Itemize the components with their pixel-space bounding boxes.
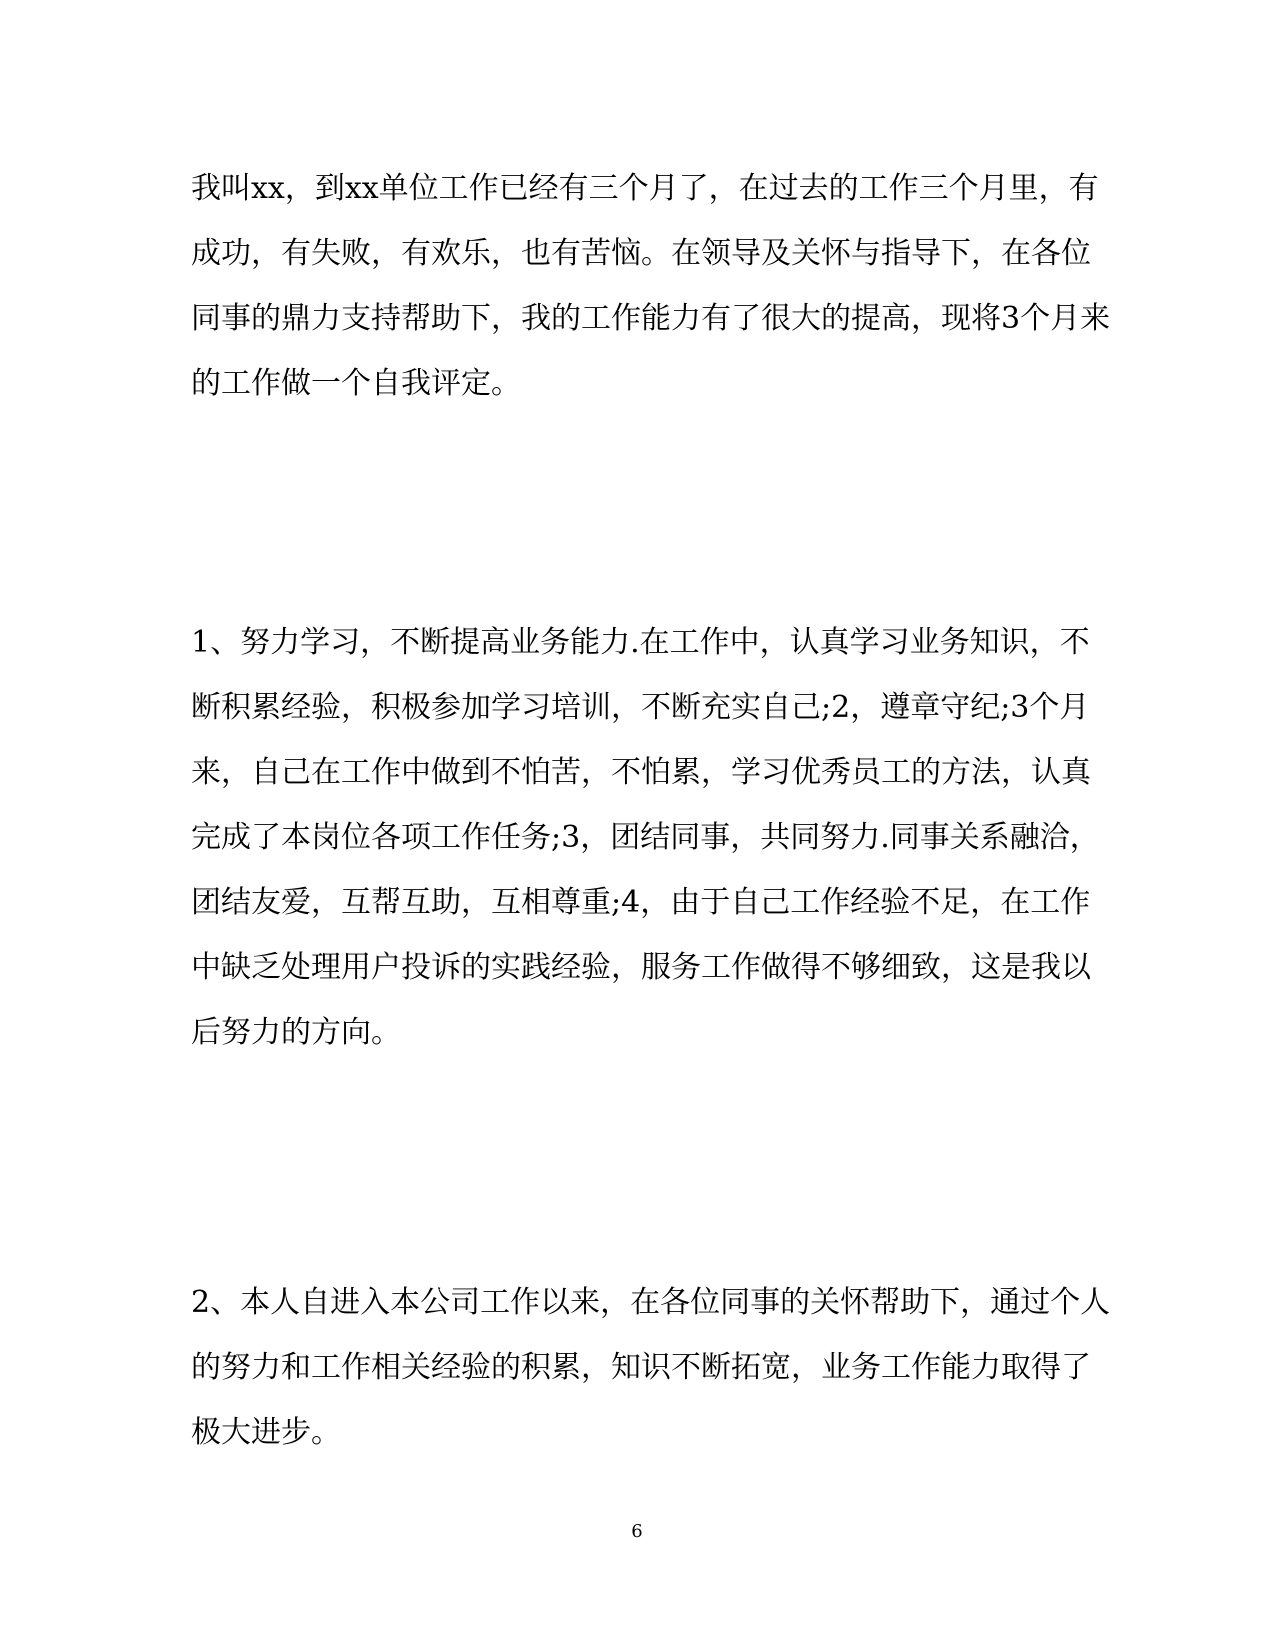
text-line: 极大进步。 bbox=[191, 1415, 341, 1450]
text-line: 我叫xx，到xx单位工作已经有三个月了，在过去的工作三个月里，有 bbox=[191, 171, 1099, 206]
paragraph-item-2 bbox=[191, 1270, 1111, 1465]
text-line: 成功，有失败，有欢乐，也有苦恼。在领导及关怀与指导下，在各位 bbox=[191, 236, 1091, 271]
paragraph-item-1 bbox=[191, 610, 1100, 1065]
text-line: 2、本人自进入本公司工作以来，在各位同事的关怀帮助下，通过个人 bbox=[191, 1285, 1111, 1320]
text-line: 来，自己在工作中做到不怕苦，不怕累，学习优秀员工的方法，认真 bbox=[191, 755, 1091, 790]
text-line: 的努力和工作相关经验的积累，知识不断拓宽，业务工作能力取得了 bbox=[191, 1350, 1091, 1385]
text-line: 同事的鼎力支持帮助下，我的工作能力有了很大的提高，现将3个月来 bbox=[191, 301, 1111, 336]
text-line: 断积累经验，积极参加学习培训，不断充实自己;2，遵章守纪;3个月 bbox=[191, 690, 1090, 725]
paragraph-intro bbox=[191, 156, 1111, 416]
text-line: 的工作做一个自我评定。 bbox=[191, 366, 521, 401]
text-line: 1、努力学习，不断提高业务能力.在工作中，认真学习业务知识，不 bbox=[191, 625, 1090, 660]
text-line: 完成了本岗位各项工作任务;3，团结同事，共同努力.同事关系融洽， bbox=[191, 820, 1100, 855]
page-number: 6 bbox=[631, 1521, 643, 1542]
text-line: 团结友爱，互帮互助，互相尊重;4，由于自己工作经验不足，在工作 bbox=[191, 885, 1091, 920]
text-line: 中缺乏处理用户投诉的实践经验，服务工作做得不够细致，这是我以 bbox=[191, 950, 1091, 985]
text-line: 后努力的方向。 bbox=[191, 1015, 401, 1050]
